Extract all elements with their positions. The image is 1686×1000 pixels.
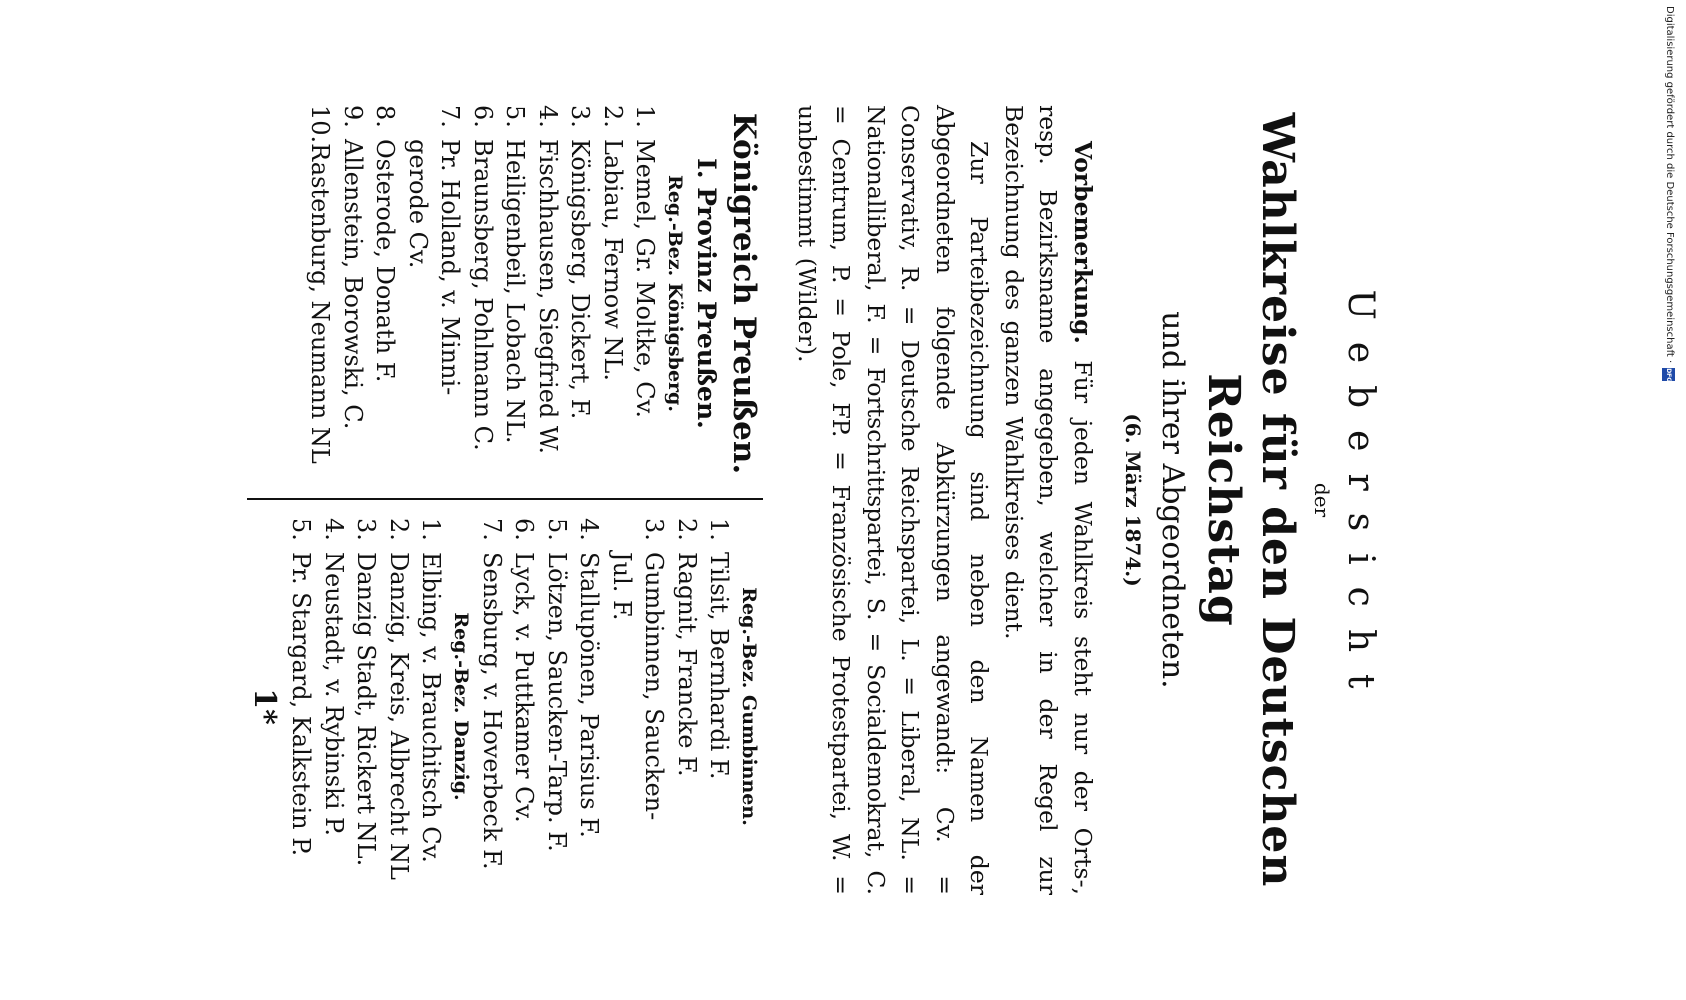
- page-subtitle: und ihrer Abgeordneten.: [1155, 311, 1190, 689]
- regbez-heading-koenigsberg: Reg.-Bez. Königsberg.: [664, 175, 687, 412]
- district-number: 1.: [631, 105, 660, 128]
- digitization-credit: [1662, 6, 1676, 406]
- prenote-text-1: Für jeden Wahlkreis steht nur der Orts-, resp. Bezirksname angegeben, welcher in der Regel zur Bezeichnung des ganzen Wahlkreises dient.: [1000, 105, 1097, 895]
- district-text: Sensburg, v. Hoverbeck F.: [478, 552, 506, 870]
- district-number: 2.: [673, 518, 701, 541]
- district-number: 2.: [385, 518, 413, 541]
- district-list-gumbinnen: [476, 518, 736, 895]
- heading-der: der: [1310, 482, 1334, 518]
- district-list-koenigsberg: [304, 105, 662, 482]
- district-number: 3.: [352, 518, 381, 541]
- district-text: Braunsberg, Pohlmann C.: [469, 139, 497, 451]
- district-number: 6.: [469, 105, 497, 128]
- district-text: Tilsit, Bernhardi F.: [705, 552, 734, 780]
- dfg-logo-icon: DFG: [1663, 368, 1676, 381]
- list-item: [638, 518, 671, 895]
- list-item: [564, 105, 597, 482]
- district-text: Danzig, Kreis, Albrecht NL: [385, 552, 413, 880]
- list-item: [318, 518, 351, 895]
- district-number: 3.: [640, 518, 669, 541]
- district-number: 8.: [371, 105, 400, 128]
- district-columns: [247, 105, 764, 895]
- page-date: (6. März 1874.): [1121, 413, 1145, 587]
- district-number: 9.: [339, 105, 367, 128]
- list-item: [434, 105, 467, 482]
- district-text: Lötzen, Saucken-Tarp. F.: [543, 552, 571, 852]
- list-item: [369, 105, 402, 482]
- list-item: [629, 105, 662, 482]
- district-text: Ragnit, Francke F.: [673, 552, 701, 777]
- district-number: 2.: [599, 105, 627, 128]
- district-text: Pr. Stargard, Kalkstein P.: [287, 552, 316, 857]
- district-text: Osterode, Donath F.: [371, 139, 400, 383]
- district-number: 3.: [566, 105, 595, 128]
- district-text: Fischhausen, Siegfried W.: [534, 139, 562, 455]
- heading-uebersicht: Uebersicht: [1340, 289, 1381, 711]
- preliminary-note: [790, 105, 1101, 895]
- district-text: Neustadt, v. Rybinski P.: [320, 552, 348, 836]
- district-number: 5.: [501, 105, 530, 128]
- district-number: 6.: [510, 518, 539, 541]
- district-text: gerode Cv.: [404, 139, 432, 269]
- list-item: [402, 105, 435, 482]
- district-text: Danzig Stadt, Rickert NL.: [352, 552, 381, 867]
- district-number: 5.: [287, 518, 316, 541]
- district-number: 4.: [320, 518, 348, 541]
- district-text: Pr. Holland, v. Minni-: [436, 139, 465, 396]
- district-number: 7.: [478, 518, 506, 541]
- list-item: [606, 518, 639, 895]
- list-item: [573, 518, 606, 895]
- list-item: [499, 105, 532, 482]
- district-text: Heiligenbeil, Lobach NL.: [501, 139, 530, 444]
- district-text: Elbing, v. Brauchitsch Cv.: [417, 552, 446, 863]
- district-text: Rastenburg, Neumann NL: [306, 143, 335, 464]
- list-item: [597, 105, 630, 482]
- district-number: 4.: [534, 105, 562, 128]
- list-item: [337, 105, 370, 482]
- district-text: Allenstein, Borowski, C.: [339, 139, 367, 430]
- district-number: 10.: [306, 105, 335, 144]
- district-text: Jul. F.: [608, 552, 636, 621]
- regbez-heading-gumbinnen: Reg.-Bez. Gumbinnen.: [738, 587, 761, 826]
- list-item: [383, 518, 416, 895]
- signature-mark: 1*: [247, 688, 282, 725]
- province-heading: I. Provinz Preußen.: [692, 158, 722, 429]
- list-item: [350, 518, 383, 895]
- kingdom-heading: Königreich Preußen.: [726, 112, 763, 475]
- list-item: [508, 518, 541, 895]
- prenote-label: Vorbemerkung.: [1069, 141, 1097, 344]
- district-text: Stallupönen, Parisius F.: [575, 552, 604, 838]
- district-text: Königsberg, Dickert, F.: [566, 139, 595, 420]
- district-number: 1.: [417, 518, 446, 541]
- document-page: [247, 95, 1390, 905]
- district-text: Gumbinnen, Saucken-: [640, 552, 669, 821]
- list-item: [304, 105, 337, 482]
- list-item: [532, 105, 565, 482]
- prenote-paragraph-2: Zur Parteibezeichnung sind neben den Namen der Abgeordneten folgende Abkürzungen angewandt: Cv. = Conservativ, R. = Deutsche Reichspartei, L. = Liberal, NL. = Nationalliberal, F. = Fortschrittspartei, S. = Socialdemokrat, C. = Centrum, P. = Pole, FP. = Französische Protestpartei, W. = unbestimmt (Wilder).: [793, 105, 994, 895]
- list-item: [671, 518, 704, 895]
- list-item: [541, 518, 574, 895]
- district-number: 1.: [705, 518, 734, 541]
- district-number: 4.: [575, 518, 604, 541]
- prenote-paragraph-1: [997, 105, 1101, 895]
- district-number: 7.: [436, 105, 465, 128]
- list-item: [285, 518, 318, 895]
- page-title: Wahlkreise für den Deutschen Reichstag: [1198, 112, 1303, 888]
- district-text: Lyck, v. Puttkamer Cv.: [510, 552, 539, 823]
- credit-text: Digitalisierung gefördert durch die Deutsche Forschungsgemeinschaft ·: [1664, 6, 1675, 364]
- district-text: Memel, Gr. Moltke, Cv.: [631, 139, 660, 418]
- list-item: [415, 518, 448, 895]
- left-column: [247, 105, 764, 500]
- right-column: [247, 500, 764, 895]
- rotated-page: [247, 95, 1390, 905]
- district-number: 5.: [543, 518, 571, 541]
- regbez-heading-danzig: Reg.-Bez. Danzig.: [450, 612, 473, 801]
- district-list-danzig: [285, 518, 448, 895]
- list-item: [476, 518, 509, 895]
- list-item: [703, 518, 736, 895]
- list-item: [467, 105, 500, 482]
- district-text: Labiau, Fernow NL.: [599, 139, 627, 381]
